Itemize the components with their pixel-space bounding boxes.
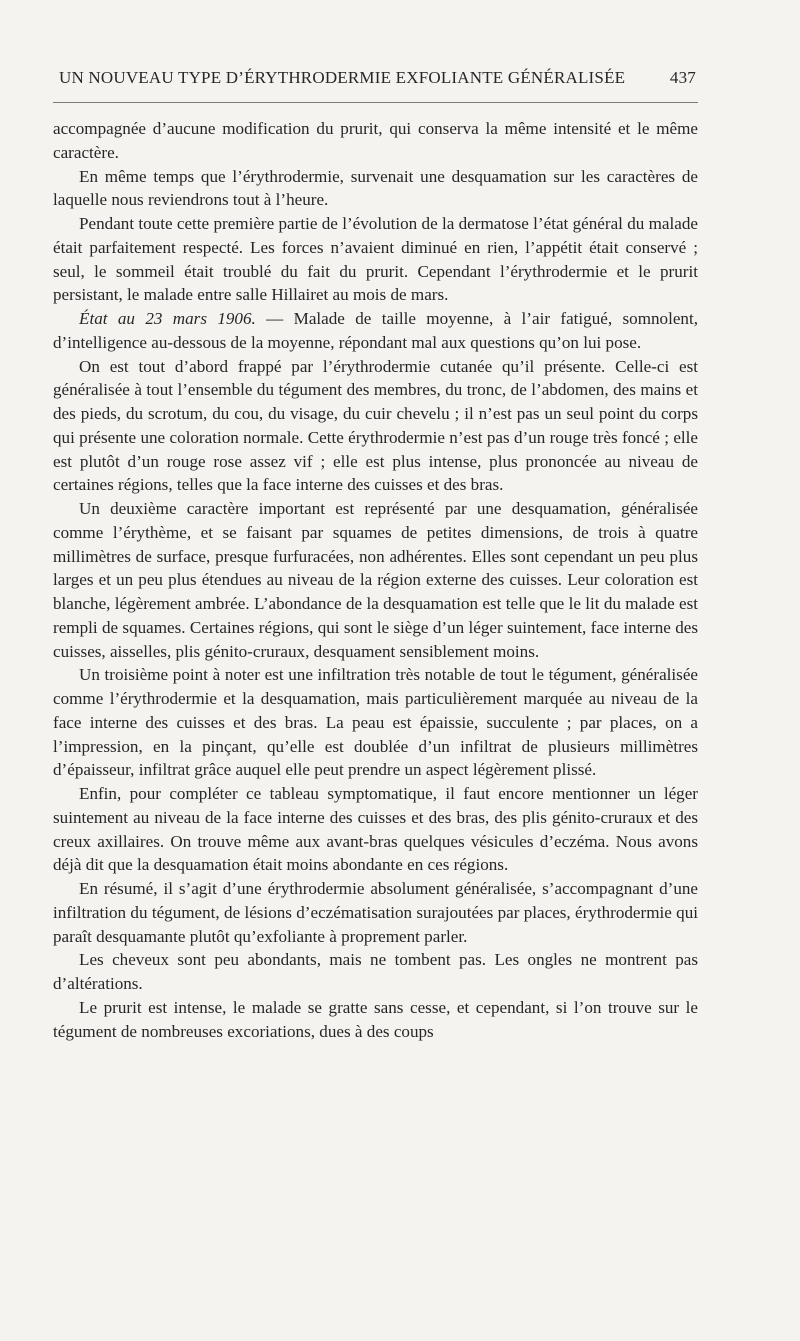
paragraph: accompagnée d’aucune modification du prurit, qui conserva la même intensité et le même caractère.: [53, 119, 698, 162]
body-text: [53, 117, 698, 1043]
paragraph: Les cheveux sont peu abondants, mais ne tombent pas. Les ongles ne montrent pas d’altérations.: [53, 950, 698, 993]
paragraph: Un troisième point à noter est une infiltration très notable de tout le tégument, généralisée comme l’érythrodermie et la desquamation, mais particulièrement marquée au niveau de la face interne des cuisses et des bras. La peau est épaissie, succulente ; par places, on a l’impression, en la pinçant, qu’elle est doublée d’un infiltrat de plusieurs millimètres d’épaisseur, infiltrat grâce auquel elle peut prendre un aspect légèrement plissé.: [53, 665, 698, 780]
paragraph: En même temps que l’érythrodermie, survenait une desquamation sur les caractères de laquelle nous reviendrons tout à l’heure.: [53, 166, 698, 210]
paragraph: En résumé, il s’agit d’une érythrodermie absolument généralisée, s’accompagnant d’une infiltration du tégument, de lésions d’eczématisation surajoutées par places, érythrodermie qui paraît desquamante plutôt qu’exfoliante à proprement parler.: [53, 879, 698, 946]
paragraph: Enfin, pour compléter ce tableau symptomatique, il faut encore mentionner un léger suintement au niveau de la face interne des cuisses et des bras, des plis génito-cruraux et des creux axillaires. On trouve même aux avant-bras quelques vésicules d’eczéma. Nous avons déjà dit que la desquamation était moins abondante en ces régions.: [53, 784, 698, 875]
header-rule: [53, 102, 698, 103]
book-page: [53, 66, 698, 1043]
section-lead: État au 23 mars 1906.: [79, 309, 256, 328]
page-number: 437: [669, 68, 696, 87]
paragraph: On est tout d’abord frappé par l’érythrodermie cutanée qu’il présente. Celle-ci est généralisée à tout l’ensemble du tégument des membres, du tronc, de l’abdomen, des mains et des pieds, du scrotum, du cou, du visage, du cuir chevelu ; il n’est pas un seul point du corps qui présente une coloration normale. Cette érythrodermie n’est pas d’un rouge très foncé ; elle est plutôt d’un rouge rose assez vif ; elle est plus intense, plus prononcée au niveau de certaines régions, telles que la face interne des cuisses et des bras.: [53, 356, 698, 495]
paragraph: [53, 307, 698, 355]
running-header: [53, 66, 698, 96]
paragraph: Pendant toute cette première partie de l’évolution de la dermatose l’état général du malade était parfaitement respecté. Les forces n’avaient diminué en rien, l’appétit était conservé ; seul, le sommeil était troublé du fait du prurit. Cependant l’érythrodermie et le prurit persistant, le malade entre salle Hillairet au mois de mars.: [53, 214, 698, 305]
section-text: — Malade de taille moyenne, à l’air fatigué, somnolent, d’intelligence au-dessous de la moyenne, répondant mal aux questions qu’on lui pose.: [53, 309, 698, 352]
paragraph: Un deuxième caractère important est représenté par une desquamation, généralisée comme l’érythème, et se faisant par squames de petites dimensions, de trois à quatre millimètres de surface, presque furfuracées, non adhérentes. Elles sont cependant un peu plus larges et un peu plus étendues au niveau de la région externe des cuisses. Leur coloration est blanche, légèrement ambrée. L’abondance de la desquamation est telle que le lit du malade est rempli de squames. Certaines régions, qui sont le siège d’un léger suintement, face interne des cuisses, aisselles, plis génito-cruraux, desquament sensiblement moins.: [53, 499, 698, 661]
running-title: UN NOUVEAU TYPE D’ÉRYTHRODERMIE EXFOLIANTE GÉNÉRALISÉE: [59, 68, 626, 87]
paragraph: Le prurit est intense, le malade se gratte sans cesse, et cependant, si l’on trouve sur le tégument de nombreuses excoriations, dues à des coups: [53, 997, 698, 1041]
